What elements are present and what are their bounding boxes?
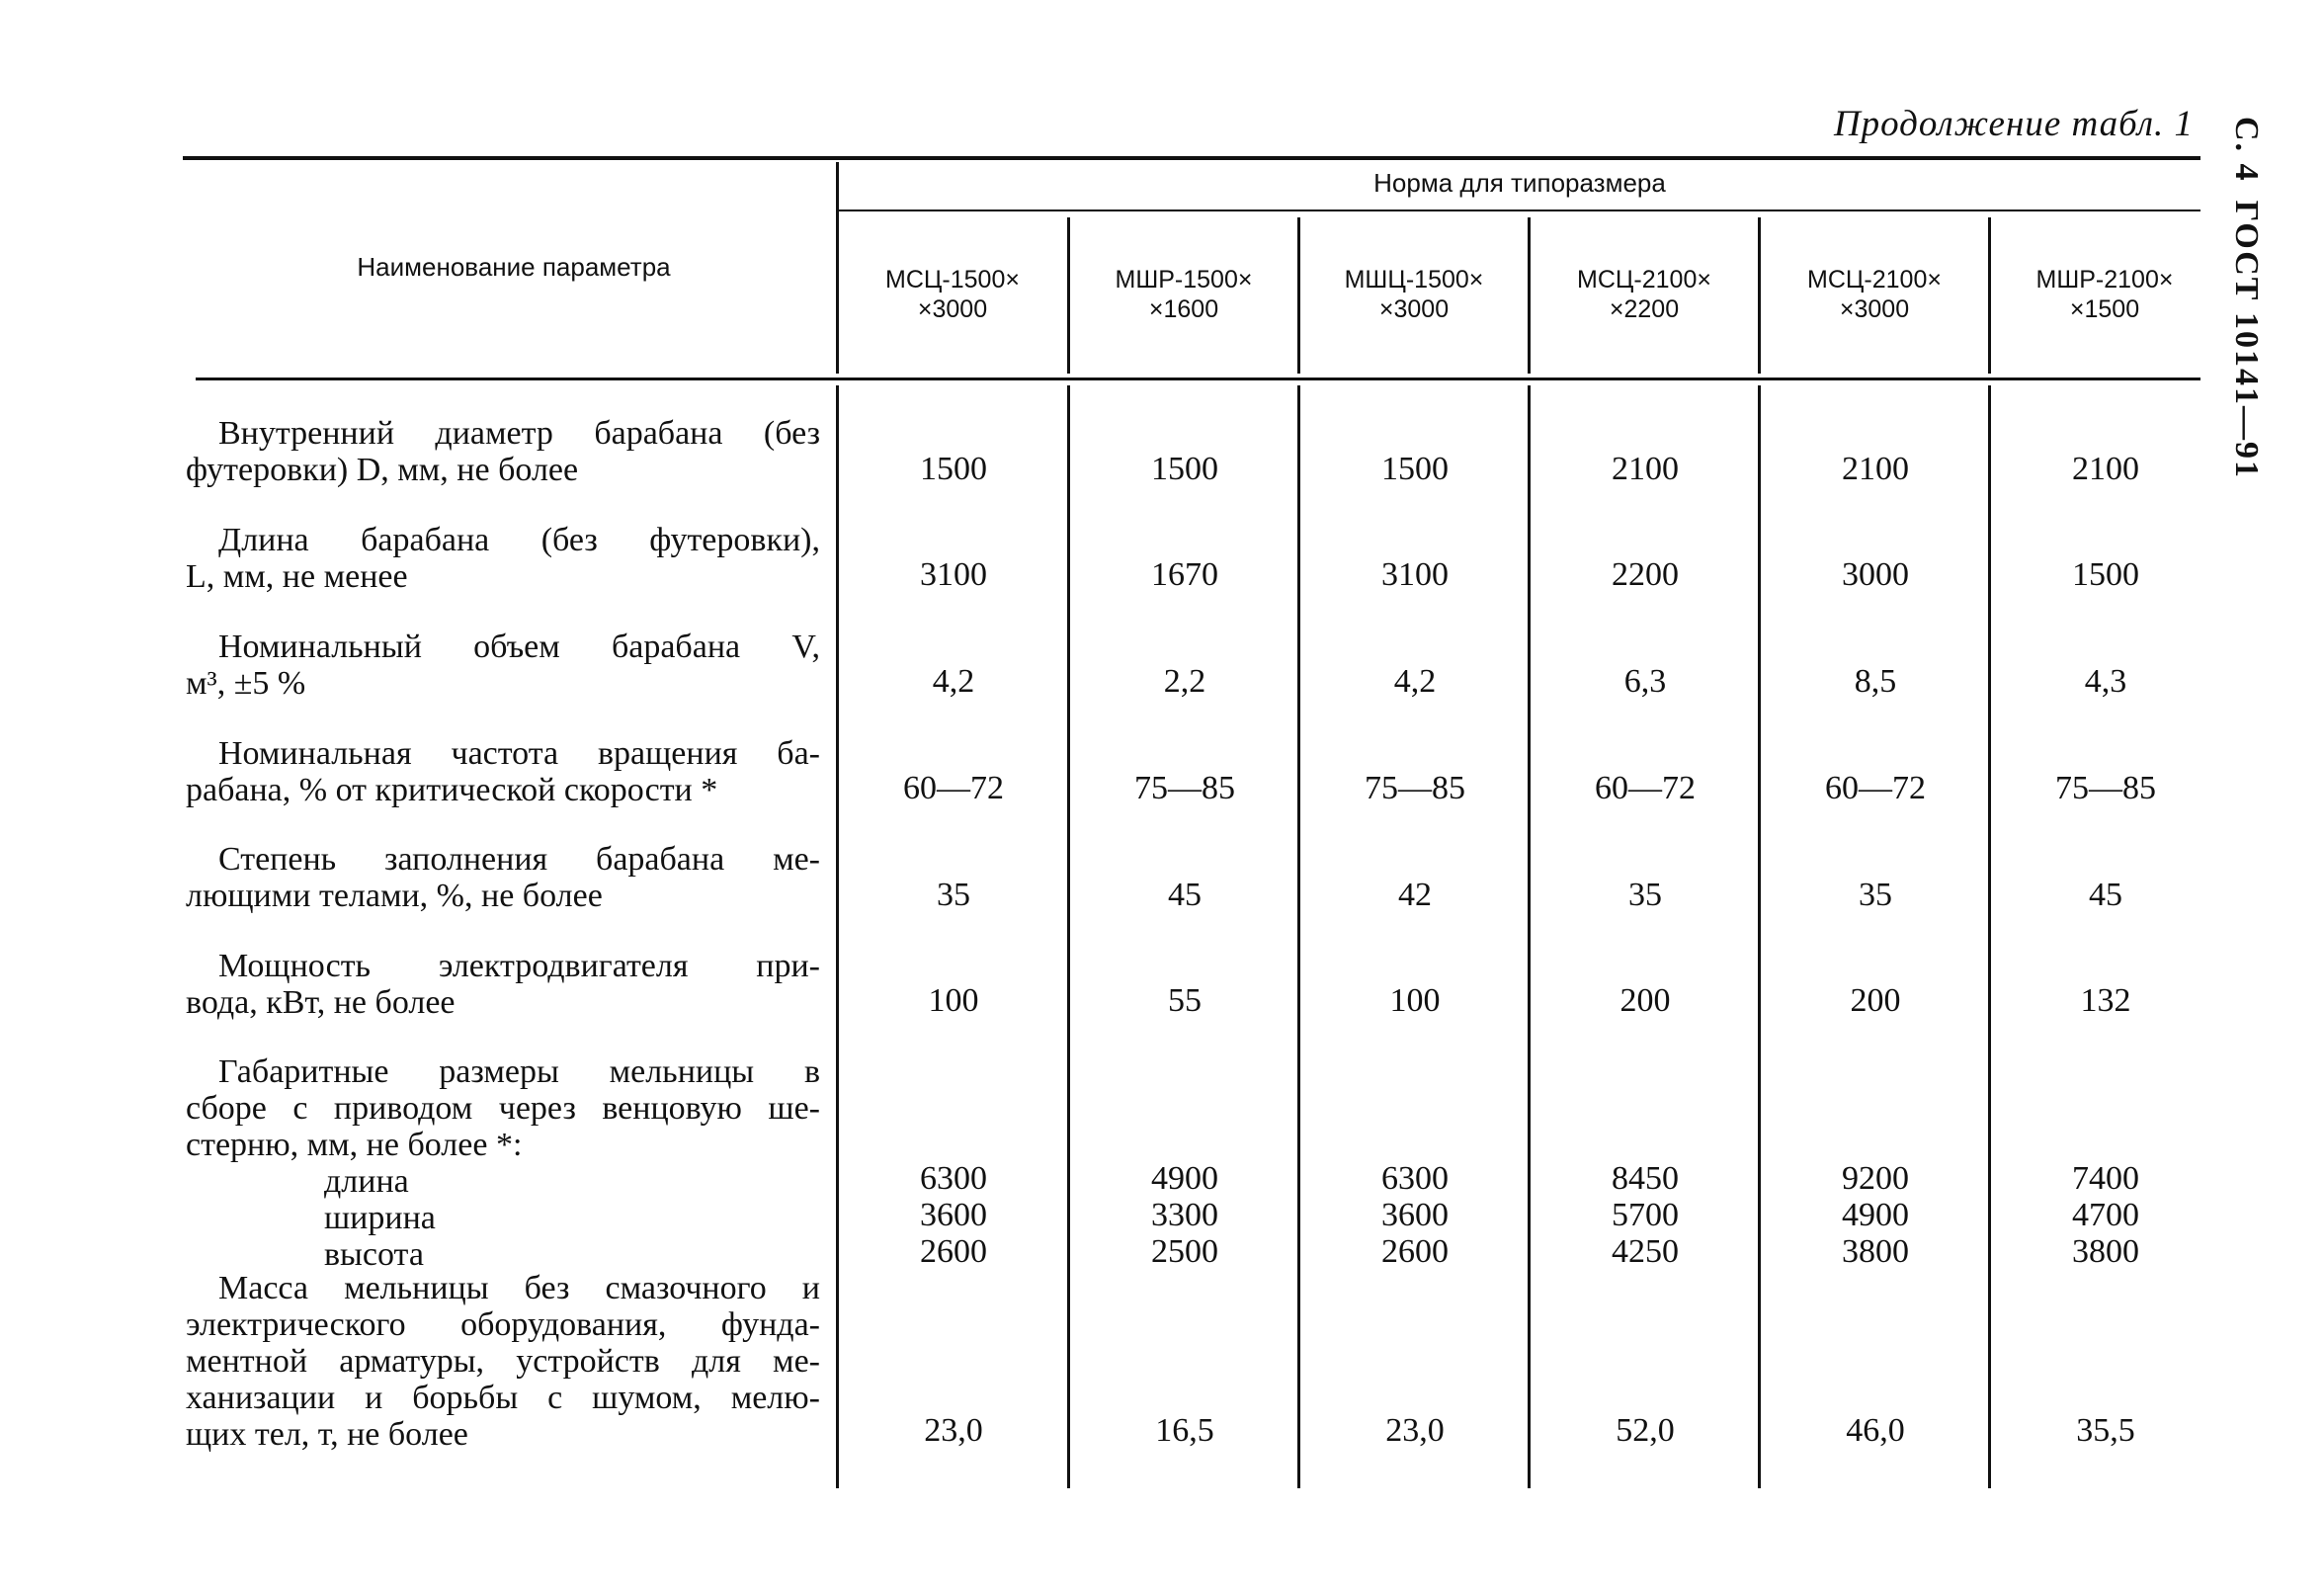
table-cell: 5700	[1612, 1197, 1679, 1233]
param-name-line: Внутренний диаметр барабана (без	[218, 415, 820, 452]
table-cell: 2100	[1842, 451, 1909, 487]
param-sub-label: ширина	[324, 1200, 436, 1236]
param-name-line: ментной арматуры, устройств для ме-	[186, 1343, 820, 1380]
size-header-line: МШЦ-1500×	[1344, 266, 1484, 294]
table-cell: 3100	[1381, 556, 1449, 593]
size-header-line: МШР-1500×	[1115, 266, 1253, 294]
table-cell: 3100	[920, 556, 987, 593]
size-header	[1761, 265, 1988, 324]
table-cell: 100	[928, 982, 979, 1019]
size-header	[1070, 265, 1297, 324]
size-header-line: МШР-2100×	[2035, 266, 2174, 294]
body-divider	[1067, 385, 1070, 1488]
param-name	[186, 948, 820, 1021]
body-divider	[1988, 385, 1991, 1488]
table-cell: 4,2	[932, 663, 975, 700]
param-name	[186, 735, 820, 808]
table-cell: 3000	[1842, 556, 1909, 593]
table-cell: 60—72	[1595, 770, 1696, 806]
body-divider	[1528, 385, 1531, 1488]
param-name	[186, 841, 820, 914]
table-cell: 16,5	[1155, 1412, 1214, 1449]
table-cell: 8450	[1612, 1160, 1679, 1197]
table-cell: 2600	[1381, 1233, 1449, 1270]
table-top-rule	[183, 156, 2200, 160]
table-cell: 42	[1398, 877, 1432, 913]
table-cell: 4,3	[2084, 663, 2127, 700]
table-cell: 75—85	[1365, 770, 1465, 806]
body-divider	[1758, 385, 1761, 1488]
table-cell: 35	[937, 877, 970, 913]
size-header	[839, 265, 1066, 324]
table-cell: 132	[2080, 982, 2131, 1019]
table-cell: 1500	[2072, 556, 2139, 593]
param-name-line: рабана, % от критической скорости *	[186, 772, 718, 808]
table-cell: 6300	[1381, 1160, 1449, 1197]
size-header-line: ×3000	[917, 295, 988, 323]
param-name-line: футеровки) D, мм, не более	[186, 452, 579, 488]
table-cell: 4900	[1842, 1197, 1909, 1233]
param-name-line: сборе с приводом через венцовую ше-	[186, 1090, 820, 1127]
table-cell: 1500	[1151, 451, 1218, 487]
param-name-line: электрического оборудования, фунда-	[186, 1306, 820, 1343]
table-cell: 100	[1389, 982, 1441, 1019]
size-header-line: ×3000	[1378, 295, 1450, 323]
table-cell: 1500	[1381, 451, 1449, 487]
table-cell: 52,0	[1616, 1412, 1675, 1449]
body-divider	[836, 385, 839, 1488]
table-cell: 4,2	[1393, 663, 1437, 700]
table-cell: 2100	[2072, 451, 2139, 487]
table-cell: 2100	[1612, 451, 1679, 487]
param-name-line: Масса мельницы без смазочного и	[218, 1270, 820, 1306]
size-header	[1531, 265, 1758, 324]
param-name	[186, 1270, 820, 1453]
table-cell: 1670	[1151, 556, 1218, 593]
body-divider	[1297, 385, 1300, 1488]
table-cell: 4900	[1151, 1160, 1218, 1197]
table-cell: 2200	[1612, 556, 1679, 593]
table-cell: 3800	[2072, 1233, 2139, 1270]
param-sub-label: длина	[324, 1163, 409, 1200]
size-header	[1300, 265, 1528, 324]
table-cell: 3300	[1151, 1197, 1218, 1233]
table-cell: 2,2	[1163, 663, 1206, 700]
param-name	[186, 415, 820, 488]
size-header-line: ×2200	[1609, 295, 1680, 323]
param-name-line: Номинальный объем барабана V,	[218, 629, 820, 665]
page-number: С. 4	[2228, 117, 2265, 183]
param-name-line: Номинальная частота вращения ба-	[218, 735, 820, 772]
table-cell: 46,0	[1846, 1412, 1905, 1449]
table-cell: 45	[2089, 877, 2122, 913]
norm-column-header: Норма для типоразмера	[1373, 168, 1666, 198]
size-header-line: МСЦ-2100×	[1577, 266, 1711, 294]
param-name-line: Длина барабана (без футеровки),	[218, 522, 820, 558]
param-column-header: Наименование параметра	[357, 252, 671, 282]
table-cell: 7400	[2072, 1160, 2139, 1197]
param-name-line: щих тел, т, не более	[186, 1416, 468, 1453]
table-cell: 3600	[1381, 1197, 1449, 1233]
param-name	[186, 629, 820, 702]
table-cell: 2600	[920, 1233, 987, 1270]
table-cell: 45	[1168, 877, 1202, 913]
size-header	[1991, 265, 2218, 324]
table-cell: 2500	[1151, 1233, 1218, 1270]
table-cell: 75—85	[1134, 770, 1235, 806]
param-name-line: ханизации и борьбы с шумом, мелю-	[186, 1380, 820, 1416]
norm-header-rule	[838, 210, 2200, 211]
table-cell: 4250	[1612, 1233, 1679, 1270]
table-cell: 23,0	[1385, 1412, 1445, 1449]
param-name-line: L, мм, не менее	[186, 558, 408, 595]
table-cell: 35	[1859, 877, 1892, 913]
param-name-line: лющими телами, %, не более	[186, 878, 603, 914]
standard-number: ГОСТ 10141—91	[2228, 200, 2265, 479]
table-cell: 3800	[1842, 1233, 1909, 1270]
size-header-line: ×1600	[1148, 295, 1219, 323]
param-name	[186, 1053, 820, 1273]
table-cell: 1500	[920, 451, 987, 487]
table-cell: 23,0	[924, 1412, 983, 1449]
param-name	[186, 522, 820, 595]
param-sub-label: высота	[324, 1236, 424, 1273]
param-name-line: стерню, мм, не более *:	[186, 1127, 523, 1163]
table-cell: 35,5	[2076, 1412, 2135, 1449]
param-name-line: м³, ±5 %	[186, 665, 306, 702]
continuation-caption: Продолжение табл. 1	[1833, 104, 2194, 144]
param-name-line: Габаритные размеры мельницы в	[218, 1053, 820, 1090]
param-name-line: Мощность электродвигателя при-	[218, 948, 820, 984]
table-cell: 6300	[920, 1160, 987, 1197]
table-cell: 200	[1619, 982, 1671, 1019]
table-cell: 60—72	[1825, 770, 1926, 806]
param-name-line: Степень заполнения барабана ме-	[218, 841, 820, 878]
table-cell: 55	[1168, 982, 1202, 1019]
table-cell: 8,5	[1854, 663, 1897, 700]
table-cell: 6,3	[1623, 663, 1667, 700]
table-cell: 3600	[920, 1197, 987, 1233]
table-cell: 35	[1628, 877, 1662, 913]
table-cell: 200	[1850, 982, 1901, 1019]
size-header-line: МСЦ-2100×	[1807, 266, 1942, 294]
param-name-line: вода, кВт, не более	[186, 984, 456, 1021]
size-header-line: ×1500	[2069, 295, 2140, 323]
table-cell: 9200	[1842, 1160, 1909, 1197]
page-side-label	[2227, 117, 2265, 479]
header-bottom-rule	[196, 378, 2200, 380]
size-header-line: МСЦ-1500×	[885, 266, 1020, 294]
table-cell: 4700	[2072, 1197, 2139, 1233]
size-header-line: ×3000	[1839, 295, 1910, 323]
table-cell: 60—72	[903, 770, 1004, 806]
table-cell: 75—85	[2055, 770, 2156, 806]
